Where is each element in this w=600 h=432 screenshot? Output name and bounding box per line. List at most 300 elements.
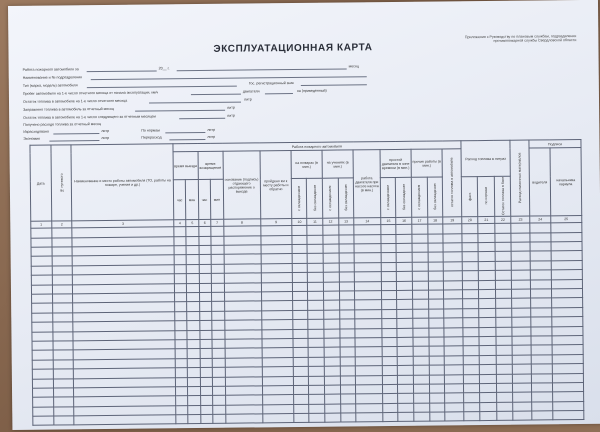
table-cell[interactable] <box>212 349 225 359</box>
table-cell[interactable] <box>512 280 531 290</box>
table-cell[interactable] <box>413 346 429 356</box>
table-cell[interactable] <box>262 339 293 349</box>
table-cell[interactable] <box>444 318 463 328</box>
table-cell[interactable] <box>495 261 512 271</box>
table-cell[interactable] <box>464 412 481 422</box>
table-cell[interactable] <box>31 266 52 276</box>
table-cell[interactable] <box>211 236 224 246</box>
table-cell[interactable] <box>355 356 382 366</box>
table-cell[interactable] <box>175 377 188 387</box>
table-cell[interactable] <box>429 337 445 347</box>
table-cell[interactable] <box>211 245 224 255</box>
table-cell[interactable] <box>495 289 512 299</box>
table-cell[interactable] <box>382 328 398 338</box>
table-cell[interactable] <box>356 403 383 413</box>
table-cell[interactable] <box>294 404 310 414</box>
table-cell[interactable] <box>340 404 356 414</box>
table-cell[interactable] <box>413 318 429 328</box>
table-cell[interactable] <box>225 339 262 349</box>
table-cell[interactable] <box>479 308 496 318</box>
table-cell[interactable] <box>293 301 309 311</box>
table-cell[interactable] <box>31 228 52 238</box>
table-cell[interactable] <box>31 247 52 257</box>
table-cell[interactable] <box>513 364 532 374</box>
table-cell[interactable] <box>308 310 324 320</box>
table-cell[interactable] <box>224 301 261 311</box>
table-cell[interactable] <box>552 326 583 336</box>
table-cell[interactable] <box>262 376 293 386</box>
field-line[interactable] <box>135 110 225 112</box>
table-cell[interactable] <box>188 405 201 415</box>
table-cell[interactable] <box>175 387 188 397</box>
table-cell[interactable] <box>224 282 261 292</box>
table-cell[interactable] <box>52 228 73 238</box>
table-cell[interactable] <box>338 225 354 235</box>
table-cell[interactable] <box>213 405 226 415</box>
table-cell[interactable] <box>225 386 262 396</box>
table-cell[interactable] <box>307 225 323 235</box>
table-cell[interactable] <box>396 243 412 253</box>
table-cell[interactable] <box>199 245 212 255</box>
table-cell[interactable] <box>339 291 355 301</box>
table-cell[interactable] <box>200 396 213 406</box>
table-cell[interactable] <box>174 264 187 274</box>
table-cell[interactable] <box>188 377 201 387</box>
table-cell[interactable] <box>325 404 341 414</box>
table-cell[interactable] <box>200 349 213 359</box>
table-cell[interactable] <box>308 254 324 264</box>
table-cell[interactable] <box>339 244 355 254</box>
table-cell[interactable] <box>324 300 340 310</box>
table-cell[interactable] <box>444 299 463 309</box>
table-cell[interactable] <box>478 252 495 262</box>
table-cell[interactable] <box>463 355 480 365</box>
table-cell[interactable] <box>443 271 462 281</box>
table-cell[interactable] <box>33 397 54 407</box>
table-cell[interactable] <box>187 349 200 359</box>
table-cell[interactable] <box>292 263 308 273</box>
table-cell[interactable] <box>187 264 200 274</box>
table-cell[interactable] <box>428 281 444 291</box>
table-cell[interactable] <box>292 235 308 245</box>
table-cell[interactable] <box>308 301 324 311</box>
table-cell[interactable] <box>412 253 428 263</box>
field-line[interactable] <box>177 68 347 71</box>
table-cell[interactable] <box>175 302 188 312</box>
table-cell[interactable] <box>293 310 309 320</box>
table-cell[interactable] <box>531 336 552 346</box>
table-cell[interactable] <box>354 272 381 282</box>
table-cell[interactable] <box>382 347 398 357</box>
table-cell[interactable] <box>211 273 224 283</box>
table-cell[interactable] <box>462 252 479 262</box>
table-cell[interactable] <box>443 243 462 253</box>
table-cell[interactable] <box>187 330 200 340</box>
table-cell[interactable] <box>512 251 531 261</box>
table-cell[interactable] <box>479 346 496 356</box>
field-line[interactable] <box>53 133 99 134</box>
table-cell[interactable] <box>532 411 553 421</box>
table-cell[interactable] <box>293 357 309 367</box>
table-cell[interactable] <box>383 403 399 413</box>
table-cell[interactable] <box>261 235 292 245</box>
table-cell[interactable] <box>224 264 261 274</box>
table-cell[interactable] <box>174 274 187 284</box>
table-cell[interactable] <box>495 224 512 234</box>
table-cell[interactable] <box>551 270 582 280</box>
table-cell[interactable] <box>187 293 200 303</box>
table-cell[interactable] <box>339 282 355 292</box>
table-cell[interactable] <box>463 318 480 328</box>
table-cell[interactable] <box>339 263 355 273</box>
table-cell[interactable] <box>225 414 262 424</box>
table-cell[interactable] <box>551 289 582 299</box>
table-cell[interactable] <box>340 375 356 385</box>
table-cell[interactable] <box>175 396 188 406</box>
table-cell[interactable] <box>381 262 397 272</box>
table-cell[interactable] <box>339 338 355 348</box>
table-cell[interactable] <box>495 252 512 262</box>
table-cell[interactable] <box>398 365 414 375</box>
table-cell[interactable] <box>413 309 429 319</box>
table-cell[interactable] <box>382 309 398 319</box>
table-cell[interactable] <box>428 252 444 262</box>
table-cell[interactable] <box>354 262 381 272</box>
table-cell[interactable] <box>293 329 309 339</box>
table-cell[interactable] <box>512 298 531 308</box>
table-cell[interactable] <box>307 244 323 254</box>
table-cell[interactable] <box>443 233 462 243</box>
table-cell[interactable] <box>309 376 325 386</box>
table-cell[interactable] <box>444 327 463 337</box>
table-cell[interactable] <box>53 360 74 370</box>
table-cell[interactable] <box>31 285 52 295</box>
table-cell[interactable] <box>174 255 187 265</box>
table-cell[interactable] <box>381 234 397 244</box>
table-cell[interactable] <box>463 384 480 394</box>
table-cell[interactable] <box>462 299 479 309</box>
table-cell[interactable] <box>225 367 262 377</box>
table-cell[interactable] <box>552 401 583 411</box>
table-cell[interactable] <box>398 394 414 404</box>
table-cell[interactable] <box>188 358 201 368</box>
field-line[interactable] <box>169 139 205 140</box>
table-cell[interactable] <box>412 234 428 244</box>
table-cell[interactable] <box>32 294 53 304</box>
table-cell[interactable] <box>513 355 532 365</box>
table-cell[interactable] <box>414 393 430 403</box>
table-cell[interactable] <box>323 263 339 273</box>
table-cell[interactable] <box>32 322 53 332</box>
table-cell[interactable] <box>224 245 261 255</box>
table-cell[interactable] <box>478 242 495 252</box>
table-cell[interactable] <box>263 404 294 414</box>
table-cell[interactable] <box>175 311 188 321</box>
table-cell[interactable] <box>531 298 552 308</box>
table-cell[interactable] <box>355 309 382 319</box>
table-cell[interactable] <box>200 368 213 378</box>
table-cell[interactable] <box>511 242 530 252</box>
table-cell[interactable] <box>340 357 356 367</box>
table-cell[interactable] <box>213 414 226 424</box>
table-cell[interactable] <box>261 245 292 255</box>
table-cell[interactable] <box>176 405 189 415</box>
table-cell[interactable] <box>308 329 324 339</box>
table-cell[interactable] <box>261 226 292 236</box>
table-cell[interactable] <box>497 411 514 421</box>
table-cell[interactable] <box>174 236 187 246</box>
table-cell[interactable] <box>530 223 551 233</box>
table-cell[interactable] <box>354 281 381 291</box>
table-cell[interactable] <box>531 364 552 374</box>
table-cell[interactable] <box>200 405 213 415</box>
table-cell[interactable] <box>462 224 479 234</box>
table-cell[interactable] <box>551 232 582 242</box>
table-cell[interactable] <box>398 356 414 366</box>
table-cell[interactable] <box>338 235 354 245</box>
table-cell[interactable] <box>224 311 261 321</box>
table-cell[interactable] <box>53 322 74 332</box>
table-cell[interactable] <box>496 355 513 365</box>
table-cell[interactable] <box>479 261 496 271</box>
table-cell[interactable] <box>212 302 225 312</box>
table-cell[interactable] <box>429 374 445 384</box>
table-cell[interactable] <box>463 365 480 375</box>
table-cell[interactable] <box>175 321 188 331</box>
table-cell[interactable] <box>293 320 309 330</box>
table-cell[interactable] <box>480 411 497 421</box>
table-cell[interactable] <box>211 227 224 237</box>
table-cell[interactable] <box>355 347 382 357</box>
table-cell[interactable] <box>74 415 176 425</box>
table-cell[interactable] <box>462 290 479 300</box>
table-cell[interactable] <box>308 319 324 329</box>
table-cell[interactable] <box>552 382 583 392</box>
table-cell[interactable] <box>480 365 497 375</box>
table-cell[interactable] <box>186 255 199 265</box>
table-cell[interactable] <box>532 383 553 393</box>
table-cell[interactable] <box>293 395 309 405</box>
table-cell[interactable] <box>223 226 260 236</box>
table-cell[interactable] <box>479 336 496 346</box>
table-cell[interactable] <box>52 247 73 257</box>
table-cell[interactable] <box>339 272 355 282</box>
table-cell[interactable] <box>355 328 382 338</box>
table-cell[interactable] <box>443 262 462 272</box>
table-cell[interactable] <box>261 282 292 292</box>
table-cell[interactable] <box>413 375 429 385</box>
table-cell[interactable] <box>212 311 225 321</box>
table-cell[interactable] <box>339 328 355 338</box>
table-cell[interactable] <box>323 225 339 235</box>
table-cell[interactable] <box>463 402 480 412</box>
table-cell[interactable] <box>211 264 224 274</box>
table-cell[interactable] <box>397 318 413 328</box>
table-cell[interactable] <box>445 402 464 412</box>
table-cell[interactable] <box>174 283 187 293</box>
table-cell[interactable] <box>31 275 52 285</box>
table-cell[interactable] <box>52 266 73 276</box>
table-cell[interactable] <box>294 413 310 423</box>
table-cell[interactable] <box>445 393 464 403</box>
table-cell[interactable] <box>382 337 398 347</box>
table-cell[interactable] <box>187 283 200 293</box>
table-cell[interactable] <box>462 271 479 281</box>
field-line[interactable] <box>301 84 367 86</box>
table-cell[interactable] <box>225 348 262 358</box>
table-cell[interactable] <box>428 290 444 300</box>
table-cell[interactable] <box>263 414 294 424</box>
table-cell[interactable] <box>339 319 355 329</box>
table-cell[interactable] <box>478 224 495 234</box>
table-cell[interactable] <box>211 255 224 265</box>
table-cell[interactable] <box>398 412 414 422</box>
table-cell[interactable] <box>324 385 340 395</box>
field-line[interactable] <box>179 118 225 119</box>
table-cell[interactable] <box>480 383 497 393</box>
table-cell[interactable] <box>462 308 479 318</box>
table-cell[interactable] <box>309 348 325 358</box>
table-cell[interactable] <box>382 375 398 385</box>
table-cell[interactable] <box>262 310 293 320</box>
table-cell[interactable] <box>32 350 53 360</box>
table-cell[interactable] <box>412 243 428 253</box>
table-cell[interactable] <box>478 233 495 243</box>
table-cell[interactable] <box>174 227 187 237</box>
table-cell[interactable] <box>324 310 340 320</box>
table-cell[interactable] <box>324 319 340 329</box>
table-cell[interactable] <box>497 402 514 412</box>
table-cell[interactable] <box>512 327 531 337</box>
table-cell[interactable] <box>212 339 225 349</box>
table-cell[interactable] <box>200 358 213 368</box>
table-cell[interactable] <box>188 368 201 378</box>
table-cell[interactable] <box>530 270 551 280</box>
table-cell[interactable] <box>413 328 429 338</box>
table-cell[interactable] <box>512 317 531 327</box>
table-cell[interactable] <box>32 379 53 389</box>
table-cell[interactable] <box>187 274 200 284</box>
table-cell[interactable] <box>323 235 339 245</box>
table-cell[interactable] <box>495 299 512 309</box>
table-cell[interactable] <box>293 367 309 377</box>
table-cell[interactable] <box>309 357 325 367</box>
table-cell[interactable] <box>199 302 212 312</box>
table-cell[interactable] <box>175 358 188 368</box>
table-cell[interactable] <box>513 392 532 402</box>
table-cell[interactable] <box>188 396 201 406</box>
table-cell[interactable] <box>513 383 532 393</box>
table-cell[interactable] <box>429 403 445 413</box>
table-cell[interactable] <box>212 358 225 368</box>
table-cell[interactable] <box>398 384 414 394</box>
table-cell[interactable] <box>213 396 226 406</box>
table-cell[interactable] <box>309 385 325 395</box>
table-cell[interactable] <box>397 262 413 272</box>
table-cell[interactable] <box>354 244 381 254</box>
table-cell[interactable] <box>355 291 382 301</box>
table-cell[interactable] <box>324 357 340 367</box>
table-cell[interactable] <box>429 365 445 375</box>
table-cell[interactable] <box>443 252 462 262</box>
table-cell[interactable] <box>551 307 582 317</box>
field-line[interactable] <box>49 140 99 142</box>
table-cell[interactable] <box>355 366 382 376</box>
table-cell[interactable] <box>33 388 54 398</box>
table-cell[interactable] <box>496 336 513 346</box>
table-cell[interactable] <box>292 244 308 254</box>
table-cell[interactable] <box>309 413 325 423</box>
table-cell[interactable] <box>443 224 462 234</box>
table-cell[interactable] <box>413 337 429 347</box>
table-cell[interactable] <box>532 392 553 402</box>
table-cell[interactable] <box>293 376 309 386</box>
table-cell[interactable] <box>444 290 463 300</box>
table-cell[interactable] <box>324 376 340 386</box>
table-cell[interactable] <box>212 330 225 340</box>
table-cell[interactable] <box>52 284 73 294</box>
table-cell[interactable] <box>551 223 582 233</box>
table-cell[interactable] <box>428 243 444 253</box>
table-cell[interactable] <box>53 350 74 360</box>
table-cell[interactable] <box>412 271 428 281</box>
table-cell[interactable] <box>444 356 463 366</box>
table-cell[interactable] <box>480 374 497 384</box>
table-cell[interactable] <box>261 292 292 302</box>
table-cell[interactable] <box>463 346 480 356</box>
table-cell[interactable] <box>511 223 530 233</box>
table-cell[interactable] <box>262 348 293 358</box>
table-cell[interactable] <box>480 402 497 412</box>
table-cell[interactable] <box>513 345 532 355</box>
table-cell[interactable] <box>428 299 444 309</box>
table-cell[interactable] <box>496 393 513 403</box>
table-cell[interactable] <box>428 318 444 328</box>
table-cell[interactable] <box>188 386 201 396</box>
table-cell[interactable] <box>292 282 308 292</box>
table-cell[interactable] <box>382 300 398 310</box>
table-cell[interactable] <box>293 338 309 348</box>
table-cell[interactable] <box>398 347 414 357</box>
table-cell[interactable] <box>53 378 74 388</box>
table-cell[interactable] <box>32 332 53 342</box>
table-cell[interactable] <box>397 281 413 291</box>
table-cell[interactable] <box>262 395 293 405</box>
table-cell[interactable] <box>429 393 445 403</box>
table-cell[interactable] <box>427 234 443 244</box>
table-cell[interactable] <box>224 329 261 339</box>
table-cell[interactable] <box>551 260 582 270</box>
table-cell[interactable] <box>496 374 513 384</box>
table-cell[interactable] <box>512 336 531 346</box>
table-cell[interactable] <box>324 338 340 348</box>
table-cell[interactable] <box>383 394 399 404</box>
table-cell[interactable] <box>479 289 496 299</box>
table-cell[interactable] <box>32 341 53 351</box>
table-cell[interactable] <box>261 263 292 273</box>
table-cell[interactable] <box>496 346 513 356</box>
table-cell[interactable] <box>531 308 552 318</box>
table-cell[interactable] <box>339 310 355 320</box>
table-cell[interactable] <box>413 300 429 310</box>
table-cell[interactable] <box>462 261 479 271</box>
table-cell[interactable] <box>397 253 413 263</box>
table-cell[interactable] <box>463 374 480 384</box>
table-cell[interactable] <box>224 273 261 283</box>
table-cell[interactable] <box>293 385 309 395</box>
table-cell[interactable] <box>339 253 355 263</box>
table-cell[interactable] <box>355 319 382 329</box>
